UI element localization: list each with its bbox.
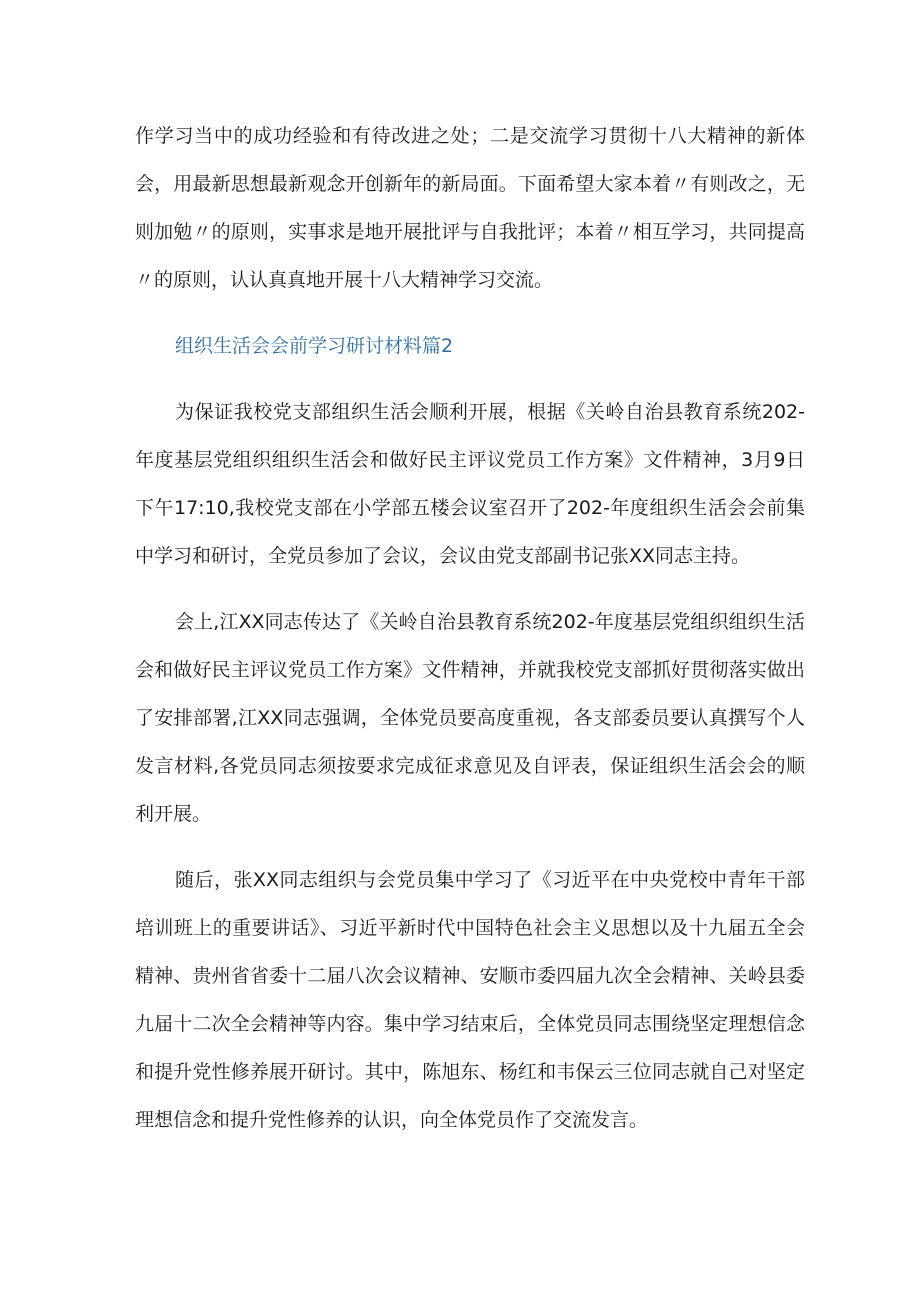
- body-paragraph-3: 随后，张XX同志组织与会党员集中学习了《习近平在中央党校中青年干部培训班上的重要讲话》、习近平新时代中国特色社会主义思想以及十九届五全会精神、贵州省省委十二届八次会议精神、安顺市委四届九次全会精神、关岭县委九届十二次全会精神等内容。集中学习结束后，全体党员同志围绕坚定理想信念和提升党性修养展开研讨。其中，陈旭东、杨红和韦保云三位同志就自己对坚定理想信念和提升党性修养的认识，向全体党员作了交流发言。: [135, 869, 805, 1131]
- document-page: [135, 112, 805, 1144]
- section-heading: 组织生活会会前学习研讨材料篇2: [175, 335, 454, 357]
- intro-paragraph: 作学习当中的成功经验和有待改进之处；二是交流学习贯彻十八大精神的新体会，用最新思想最新观念开创新年的新局面。下面希望大家本着〃有则改之，无则加勉〃的原则，实事求是地开展批评与自我批评；本着〃相互学习，共同提高〃的原则，认认真真地开展十八大精神学习交流。: [135, 125, 805, 291]
- body-paragraph-1: 为保证我校党支部组织生活会顺利开展，根据《关岭自治县教育系统202-年度基层党组织组织生活会和做好民主评议党员工作方案》文件精神，3月9日下午17:10,我校党支部在小学部五楼会议室召开了202-年度组织生活会会前集中学习和研讨，全党员参加了会议，会议由党支部副书记张XX同志主持。: [135, 401, 805, 567]
- body-paragraph-2: 会上,江XX同志传达了《关岭自治县教育系统202-年度基层党组织组织生活会和做好民主评议党员工作方案》文件精神，并就我校党支部抓好贯彻落实做出了安排部署,江XX同志强调，全体党员要高度重视，各支部委员要认真撰写个人发言材料,各党员同志须按要求完成征求意见及自评表，保证组织生活会会的顺利开展。: [135, 611, 805, 825]
